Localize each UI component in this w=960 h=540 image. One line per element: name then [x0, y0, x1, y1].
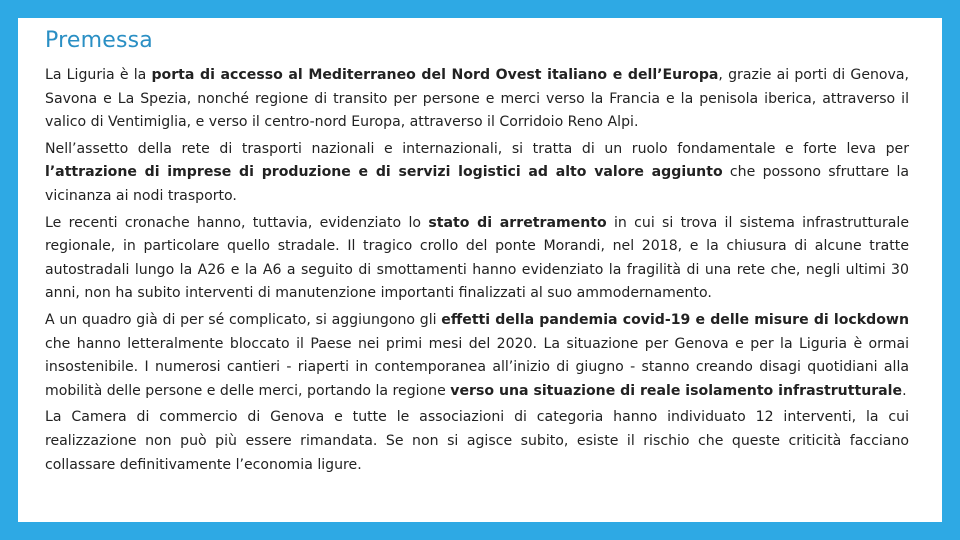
paragraph-text: La Camera di commercio di Genova e tutte le associazioni di categoria hanno individuato 12 interventi, la cui realizzazione non può più essere rimandata. Se non si agisce subito, esiste il rischio che queste criticità facciano collassare definitivamente l’economia ligure. [45, 409, 909, 473]
paragraph-text: Nell’assetto della rete di trasporti nazionali e internazionali, si tratta di un ruolo fondamentale e forte leva per [45, 140, 909, 157]
highlighted-text: verso una situazione di reale isolamento infrastrutturale [450, 382, 903, 399]
paragraph-text: che possono sfruttare la vicinanza ai nodi trasporto. [45, 164, 909, 204]
paragraph [45, 309, 909, 403]
paragraph-text: che hanno letteralmente bloccato il Paese nei primi mesi del 2020. La situazione per Genova e per la Liguria è ormai insostenibile. I numerosi cantieri - riaperti in contemporanea all’inizio di giugno - stanno creando disagi quotidiani alla mobilità delle persone e delle merci, portando la regione [45, 335, 909, 399]
paragraph-text: . [902, 382, 907, 399]
paragraph-text: , grazie ai porti di Genova, Savona e La Spezia, nonché regione di transito per persone e merci verso la Francia e la penisola iberica, attraverso il valico di Ventimiglia, e verso il centro-nord Europa, attraverso il Corridoio Reno Alpi. [45, 67, 909, 131]
paragraph-text: Le recenti cronache hanno, tuttavia, evidenziato lo [45, 214, 429, 231]
paragraph [45, 64, 909, 135]
paragraph-text: La Liguria è la [45, 67, 152, 83]
highlighted-text: l’attrazione di imprese di produzione e di servizi logistici ad alto valore aggiunto [45, 164, 723, 181]
highlighted-text: effetti della pandemia covid-19 e delle misure di lockdown [441, 311, 909, 328]
paragraph [45, 138, 909, 209]
paragraph-text: A un quadro già di per sé complicato, si aggiungono gli [45, 311, 442, 328]
paragraph [45, 212, 909, 306]
paragraph-text: in cui si trova il sistema infrastrutturale regionale, in particolare quello stradale. Il tragico crollo del ponte Morandi, nel 2018, e la chiusura di alcune tratte autostradali lungo la A26 e la A6 a seguito di smottamenti hanno evidenziato la fragilità di una rete che, negli ultimi 30 anni, non ha subito interventi di manutenzione importanti finalizzati al suo ammodernamento. [45, 214, 909, 302]
slide-title: Premessa [45, 28, 153, 53]
paragraph [45, 406, 909, 477]
slide-panel [18, 18, 942, 522]
highlighted-text: stato di arretramento [428, 214, 607, 231]
slide-body [45, 64, 909, 477]
highlighted-text: porta di accesso al Mediterraneo del Nord Ovest italiano e dell’Europa [151, 67, 719, 83]
